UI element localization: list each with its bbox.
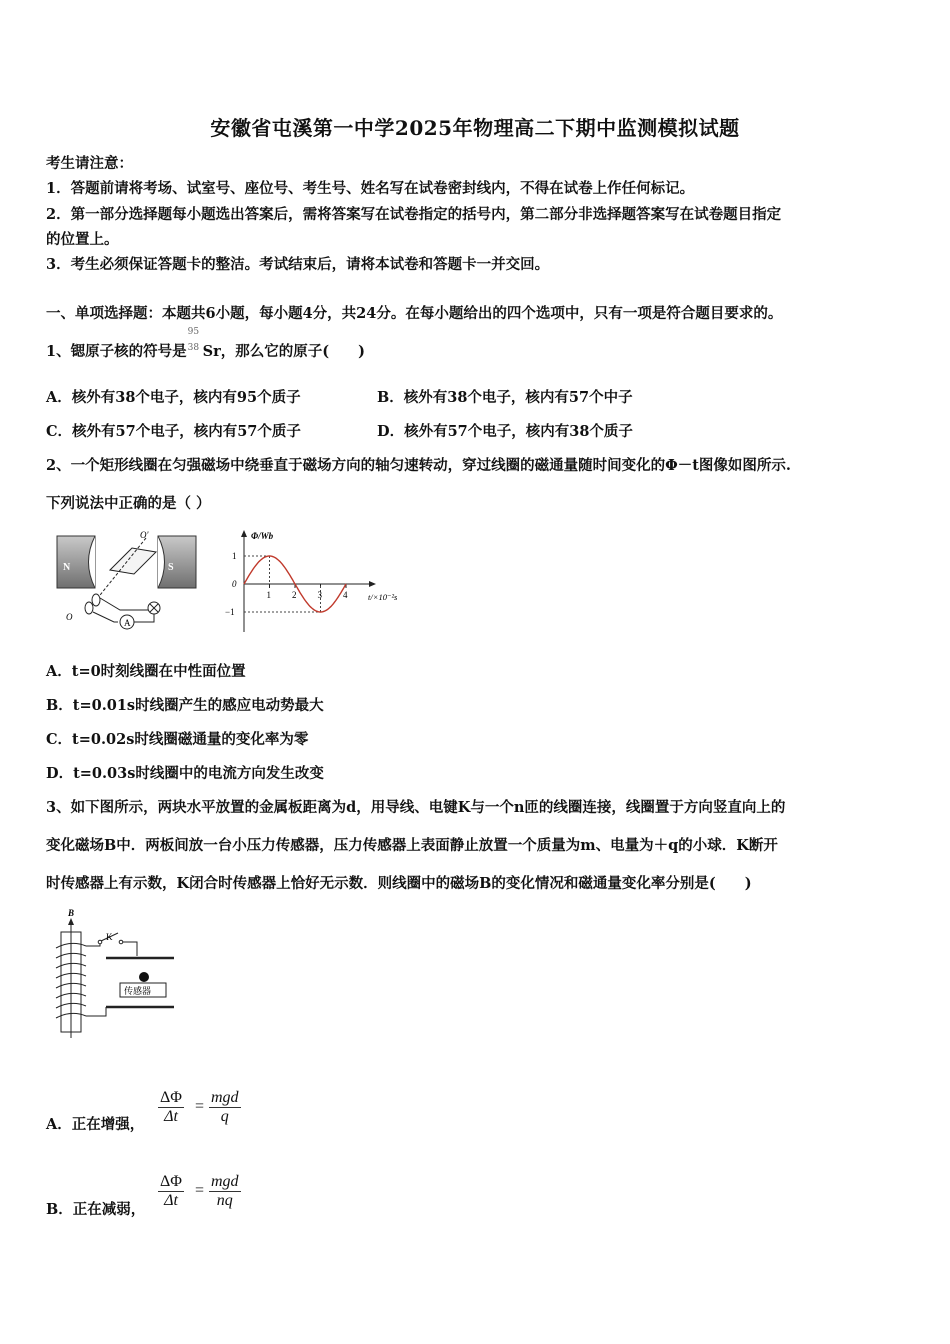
wire-to-bottom-plate	[86, 1007, 106, 1016]
q3-option-b-rhs-fraction	[209, 1173, 241, 1210]
phi-t-chart	[222, 528, 412, 636]
q2-option-a: A．t=0时刻线圈在中性面位置	[46, 663, 246, 680]
q2-option-c: C．t=0.02s时线圈磁通量的变化率为零	[46, 731, 309, 748]
q1-option-a: A．核外有38个电子，核内有95个质子	[46, 389, 301, 406]
sensor-label: 传感器	[124, 986, 152, 996]
rhs-denominator: nq	[209, 1191, 241, 1210]
wire-to-top-plate	[123, 942, 137, 956]
y-axis-label: Φ/Wb	[251, 531, 274, 541]
rhs-denominator: q	[209, 1107, 241, 1126]
x-tick-label: 2	[292, 590, 297, 600]
q3-option-a-rhs-fraction	[209, 1089, 241, 1126]
element-symbol: Sr	[202, 343, 221, 360]
q3-option-b-label: B．正在减弱，	[46, 1201, 146, 1218]
q3-stem-line3: 时传感器上有示数，K闭合时传感器上恰好无示数．则线圈中的磁场B的变化情况和磁通量变化率分别是( )	[46, 875, 752, 892]
b-label: B	[68, 908, 75, 918]
mass-number: 95	[187, 327, 200, 337]
generator-figure	[54, 526, 204, 630]
x-tick-label: 1	[266, 590, 271, 600]
q2-option-d: D．t=0.03s时线圈中的电流方向发生改变	[46, 765, 324, 782]
slip-ring-1	[92, 594, 100, 606]
q3-option-a-lhs-fraction	[158, 1089, 184, 1126]
n-label: N	[63, 562, 71, 573]
equals-sign: =	[195, 1182, 205, 1199]
x-tick-label: 4	[343, 590, 348, 600]
k-label: K	[106, 932, 113, 942]
q3-option-a-label: A．正在增强，	[46, 1116, 145, 1133]
notice-item-2: 2．第一部分选择题每小题选出答案后，需将答案写在试卷指定的括号内，第二部分非选择题答案写在试卷题目指定	[46, 206, 782, 223]
field-arrow-head	[68, 918, 74, 925]
lhs-denominator: Δt	[158, 1191, 184, 1210]
page-title: 安徽省屯溪第一中学2025年物理高二下期中监测模拟试题	[210, 116, 740, 140]
ammeter-label: A	[124, 618, 131, 628]
q1-option-c: C．核外有57个电子，核内有57个质子	[46, 423, 301, 440]
notice-item-2-cont: 的位置上。	[46, 231, 119, 248]
lhs-numerator: ΔΦ	[160, 1173, 182, 1190]
notice-heading: 考生请注意：	[46, 155, 133, 172]
q1-stem-suffix: ，那么它的原子( )	[220, 343, 365, 360]
q3-option-b-lhs-fraction	[158, 1173, 184, 1210]
q2-stem-line2: 下列说法中正确的是（ ）	[46, 495, 211, 512]
rhs-numerator: mgd	[211, 1173, 239, 1190]
y-tick-label: 1	[232, 551, 237, 561]
q1-stem	[46, 327, 365, 361]
y-tick-label: −1	[225, 607, 235, 617]
q1-option-b: B．核外有38个电子，核内有57个中子	[377, 389, 633, 406]
lhs-numerator: ΔΦ	[160, 1089, 182, 1106]
rectangular-coil	[110, 548, 156, 574]
charged-ball	[139, 972, 149, 982]
q3-stem-line1: 3、如下图所示，两块水平放置的金属板距离为d，用导线、电键K与一个n匝的线圈连接，线圈置于方向竖直向上的	[46, 799, 786, 816]
q2-stem-line1: 2、一个矩形线圈在匀强磁场中绕垂直于磁场方向的轴匀速转动，穿过线圈的磁通量随时间变化的Φ－t图像如图所示.	[46, 457, 791, 474]
x-axis-label: t/×10⁻²s	[368, 592, 398, 602]
axis-bottom-label: O	[66, 612, 73, 622]
y-axis-arrow	[241, 530, 247, 537]
nuclide-symbol	[187, 327, 203, 356]
rhs-numerator: mgd	[211, 1089, 239, 1106]
q3-stem-line2: 变化磁场B中．两板间放一台小压力传感器，压力传感器上表面静止放置一个质量为m、电量为＋q的小球．K断开	[46, 837, 778, 854]
lhs-denominator: Δt	[158, 1107, 184, 1126]
y-tick-label: 0	[232, 579, 237, 589]
section-heading: 一、单项选择题：本题共6小题，每小题4分，共24分。在每小题给出的四个选项中，只有一项是符合题目要求的。	[46, 305, 783, 322]
notice-item-1: 1．答题前请将考场、试室号、座位号、考生号、姓名写在试卷密封线内，不得在试卷上作任何标记。	[46, 180, 695, 197]
notice-item-3: 3．考生必须保证答题卡的整洁。考试结束后，请将本试卷和答题卡一并交回。	[46, 256, 550, 273]
equals-sign: =	[195, 1098, 205, 1115]
q2-option-b: B．t=0.01s时线圈产生的感应电动势最大	[46, 697, 324, 714]
q1-stem-prefix: 1、锶原子核的符号是	[46, 343, 187, 360]
x-axis-arrow	[369, 581, 376, 587]
coil-capacitor-figure	[48, 906, 184, 1040]
x-tick-label: 3	[317, 590, 322, 600]
switch-contact-2	[119, 940, 123, 944]
axis-top-label: O'	[140, 530, 149, 540]
slip-ring-2	[85, 602, 93, 614]
atomic-number: 38	[187, 343, 200, 353]
s-label: S	[168, 562, 174, 573]
q1-option-d: D．核外有57个电子，核内有38个质子	[377, 423, 633, 440]
